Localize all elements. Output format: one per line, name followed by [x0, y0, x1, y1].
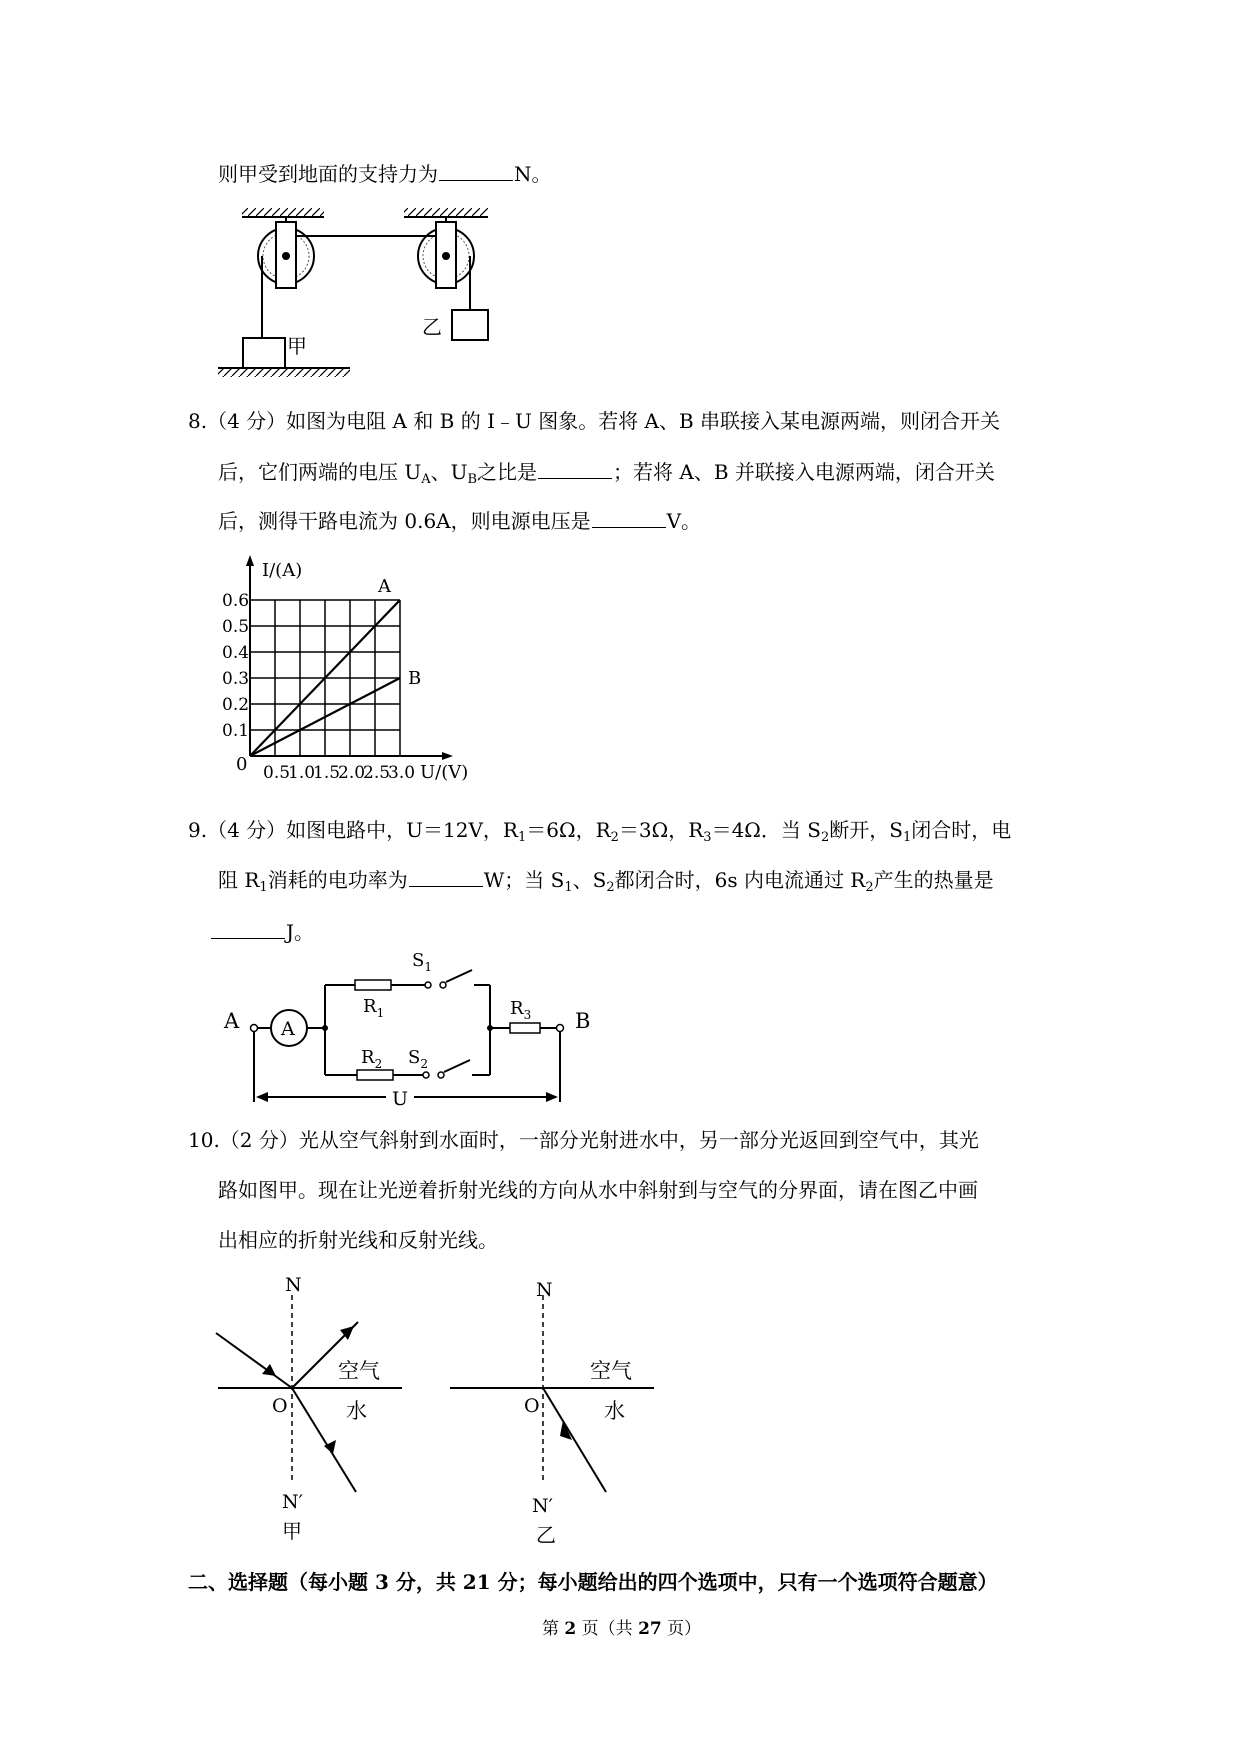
q8-text: V。 [666, 509, 702, 533]
q7-tail-unit: N。 [514, 162, 552, 186]
x-tick-label: 3.0 [388, 763, 416, 783]
x-tick-label: 1.0 [288, 763, 316, 783]
label-yi: 乙 [422, 315, 442, 339]
page-total: 27 [638, 1619, 662, 1639]
x-axis-label: U/(V) [420, 762, 469, 783]
subscript-a: A [421, 472, 431, 487]
x-tick-label: 2.5 [363, 763, 391, 783]
q9-text: ＝3Ω，R [618, 818, 704, 842]
normal-n-prime-label: N′ [282, 1491, 303, 1513]
page-number: 2 [564, 1619, 577, 1639]
q9-text: 闭合时，电 [911, 818, 1012, 842]
x-tick-label: 1.5 [313, 763, 341, 783]
y-tick-label: 0.2 [222, 695, 250, 715]
q8-line1: 8.（4 分）如图为电阻 A 和 B 的 I﹣U 图象。若将 A、B 串联接入某电源两端，则闭合开关 [188, 409, 1001, 433]
subscript: 1 [517, 830, 527, 845]
q8-text: 、U [430, 460, 468, 484]
y-axis-label: I/(A) [262, 560, 303, 581]
caption-yi: 乙 [536, 1523, 556, 1547]
ammeter-label: A [281, 1018, 295, 1040]
terminal-a-label: A [224, 1009, 240, 1033]
figure-jia [216, 1274, 402, 1543]
r3-label: $R_3$ [510, 998, 532, 1022]
q9-text: 、S [572, 868, 607, 892]
y-tick-label: 0.4 [222, 643, 250, 663]
subscript: 1 [564, 880, 573, 895]
y-tick-label: 0.6 [222, 591, 250, 611]
s1-label: $S_1$ [412, 950, 432, 974]
series-label-a: A [378, 576, 391, 597]
q8-text: ；若将 A、B 并联接入电源两端，闭合开关 [613, 460, 995, 484]
q9-text: ＝6Ω，R [526, 818, 611, 842]
q9-text: 阻 R [218, 868, 260, 892]
q10-line3: 出相应的折射光线和反射光线。 [218, 1228, 498, 1252]
q8-text: 之比是 [477, 460, 538, 484]
q8-text: 后，测得干路电流为 0.6A，则电源电压是 [218, 509, 591, 533]
footer-text: 第 [542, 1619, 565, 1639]
q10-line2: 路如图甲。现在让光逆着折射光线的方向从水中斜射到与空气的分界面，请在图乙中画 [218, 1178, 978, 1202]
x-tick-label: 2.0 [338, 763, 366, 783]
y-tick-label: 0.1 [222, 721, 250, 741]
footer-text: 页） [661, 1619, 702, 1639]
q9-text: 产生的热量是 [873, 868, 994, 892]
q9-text: J。 [286, 920, 315, 944]
s2-label: $S_2$ [408, 1047, 428, 1071]
air-label: 空气 [338, 1359, 380, 1383]
q9-text: 9.（4 分）如图电路中，U＝12V，R [188, 818, 518, 842]
q9-text: 都闭合时，6s 内电流通过 R [614, 868, 866, 892]
subscript: 2 [606, 880, 615, 895]
incident-arrow [262, 1364, 276, 1376]
subscript: 2 [610, 830, 619, 845]
normal-n-prime-label: N′ [532, 1495, 553, 1517]
q9-text: 消耗的电功率为 [267, 868, 408, 892]
subscript: 2 [820, 830, 830, 845]
subscript: 2 [865, 880, 874, 895]
q9-text: W；当 S [483, 868, 565, 892]
footer-text: 页（共 [576, 1619, 639, 1639]
terminal-b-label: B [575, 1009, 591, 1033]
section-2-heading: 二、选择题（每小题 3 分，共 21 分；每小题给出的四个选项中，只有一个选项符合题意） [188, 1570, 998, 1594]
y-tick-label: 0.3 [222, 669, 250, 689]
q9-text: ＝4Ω．当 S [711, 818, 821, 842]
normal-n-label: N [285, 1274, 302, 1296]
point-o-label: O [524, 1395, 540, 1417]
q7-tail-text: 则甲受到地面的支持力为 [218, 162, 438, 186]
page-footer [542, 1615, 701, 1643]
subscript-b: B [467, 472, 478, 487]
figure-yi [450, 1279, 654, 1547]
label-jia: 甲 [287, 334, 307, 358]
normal-n-label: N [536, 1279, 553, 1301]
q9-text: 断开，S [829, 818, 903, 842]
subscript: 1 [902, 830, 912, 845]
caption-jia: 甲 [282, 1519, 302, 1543]
water-label: 水 [346, 1399, 367, 1423]
incoming-arrow [560, 1420, 572, 1440]
water-label: 水 [604, 1399, 625, 1423]
q10-line1: 10.（2 分）光从空气斜射到水面时，一部分光射进水中，另一部分光返回到空气中，其光 [188, 1128, 979, 1152]
q8-text: 后，它们两端的电压 U [218, 460, 422, 484]
subscript: 1 [259, 880, 268, 895]
y-tick-label: 0.5 [222, 617, 250, 637]
voltage-u-label: U [392, 1088, 409, 1110]
subscript: 3 [703, 830, 712, 845]
r2-label: $R_2$ [361, 1047, 383, 1071]
origin-label: 0 [236, 754, 248, 775]
point-o-label: O [272, 1395, 288, 1417]
air-label: 空气 [590, 1359, 632, 1383]
x-tick-label: 0.5 [263, 763, 291, 783]
r1-label: $R_1$ [363, 996, 385, 1020]
series-label-b: B [408, 668, 422, 689]
